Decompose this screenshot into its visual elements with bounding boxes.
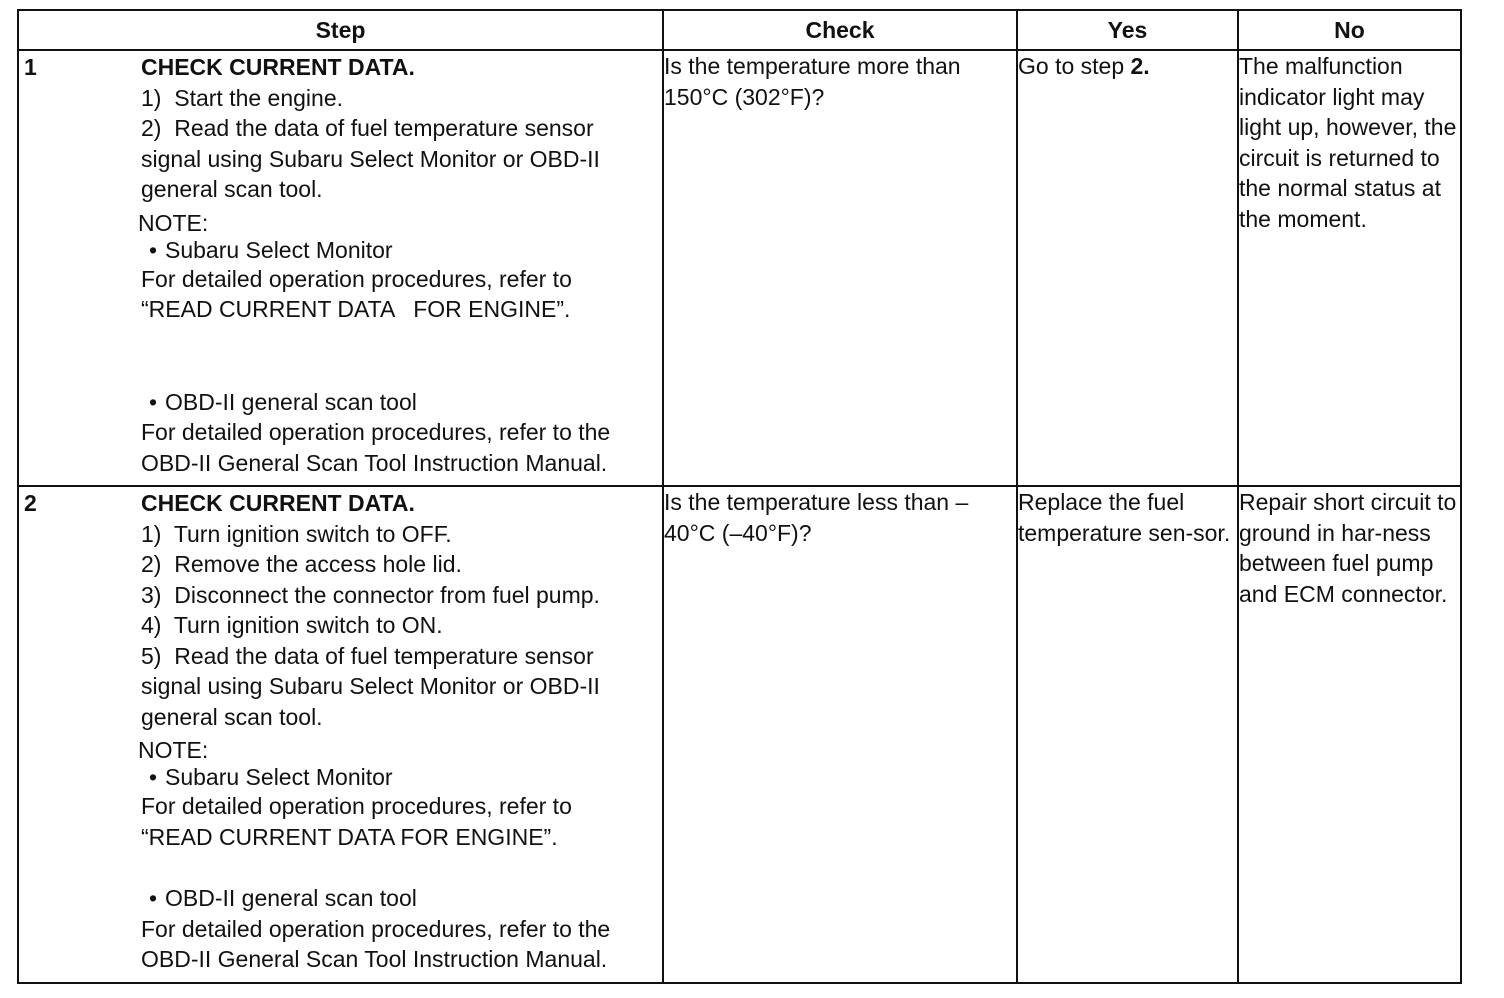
note-text: For detailed operation procedures, refer to the OBD-II General Scan Tool Instruction Manual. (141, 915, 617, 972)
bullet-label: OBD-II general scan tool (165, 885, 417, 911)
bullet-dot-icon: • (148, 764, 158, 790)
table-row (18, 50, 1461, 486)
note-text: “READ CURRENT DATA FOR ENGINE”. (141, 823, 558, 850)
no-cell: Repair short circuit to ground in har-ness between fuel pump and ECM connector. (1238, 486, 1461, 983)
step-instruction: 1) Start the engine. (141, 84, 344, 111)
note-text: For detailed operation procedures, refer to (141, 793, 572, 819)
note-bullet (141, 237, 654, 264)
spacer (141, 325, 654, 387)
bullet-label: OBD-II general scan tool (165, 388, 417, 415)
check-cell: Is the temperature more than 150°C (302°F)? (663, 50, 1017, 486)
bullet-label: Subaru Select Monitor (165, 764, 393, 790)
note-label: NOTE: (138, 209, 209, 236)
bullet-dot-icon: • (148, 885, 158, 911)
diagnostic-table (17, 9, 1462, 984)
step-instruction: 4) Turn ignition switch to ON. (141, 612, 443, 638)
spacer (141, 852, 654, 883)
step-body (138, 51, 662, 480)
yes-step-ref: 2. (1130, 53, 1150, 79)
step-body (138, 487, 662, 977)
step-instruction: 3) Disconnect the connector from fuel pump. (141, 581, 600, 608)
step-instruction: 2) Remove the access hole lid. (141, 551, 462, 577)
step-number: 2 (24, 490, 37, 516)
note-bullet (141, 883, 654, 914)
note-label: NOTE: (138, 737, 209, 763)
note-text: For detailed operation procedures, refer to the OBD-II General Scan Tool Instruction Manual. (141, 419, 617, 476)
yes-text: Go to step (1018, 53, 1131, 79)
header-yes: Yes (1017, 10, 1238, 50)
yes-cell (1017, 50, 1238, 486)
table-row (18, 486, 1461, 983)
header-no: No (1238, 10, 1461, 50)
no-cell: The malfunction indicator light may light up, however, the circuit is returned to the normal status at the moment. (1238, 50, 1461, 486)
step-instruction: 2) Read the data of fuel temperature sensor signal using Subaru Select Monitor or OBD-II general scan tool. (141, 115, 607, 202)
bullet-label: Subaru Select Monitor (165, 236, 393, 263)
step-instruction: 1) Turn ignition switch to OFF. (141, 520, 452, 547)
step-instruction: 5) Read the data of fuel temperature sensor signal using Subaru Select Monitor or OBD-II general scan tool. (141, 642, 607, 730)
note-bullet (141, 764, 654, 791)
table-header-row (18, 10, 1461, 50)
note-text: “READ CURRENT DATA FOR ENGINE”. (141, 296, 571, 322)
check-cell: Is the temperature less than –40°C (–40°F)? (663, 486, 1017, 983)
step-cell (18, 486, 663, 983)
step-title: CHECK CURRENT DATA. (141, 54, 415, 80)
step-number: 1 (24, 54, 37, 80)
bullet-dot-icon: • (148, 388, 158, 415)
step-cell (18, 50, 663, 486)
note-text: For detailed operation procedures, refer to (141, 265, 572, 292)
header-step: Step (18, 10, 663, 50)
step-title: CHECK CURRENT DATA. (141, 490, 415, 516)
bullet-dot-icon: • (148, 236, 158, 263)
note-bullet (141, 387, 654, 418)
yes-cell: Replace the fuel temperature sen-sor. (1017, 486, 1238, 983)
header-check: Check (663, 10, 1017, 50)
